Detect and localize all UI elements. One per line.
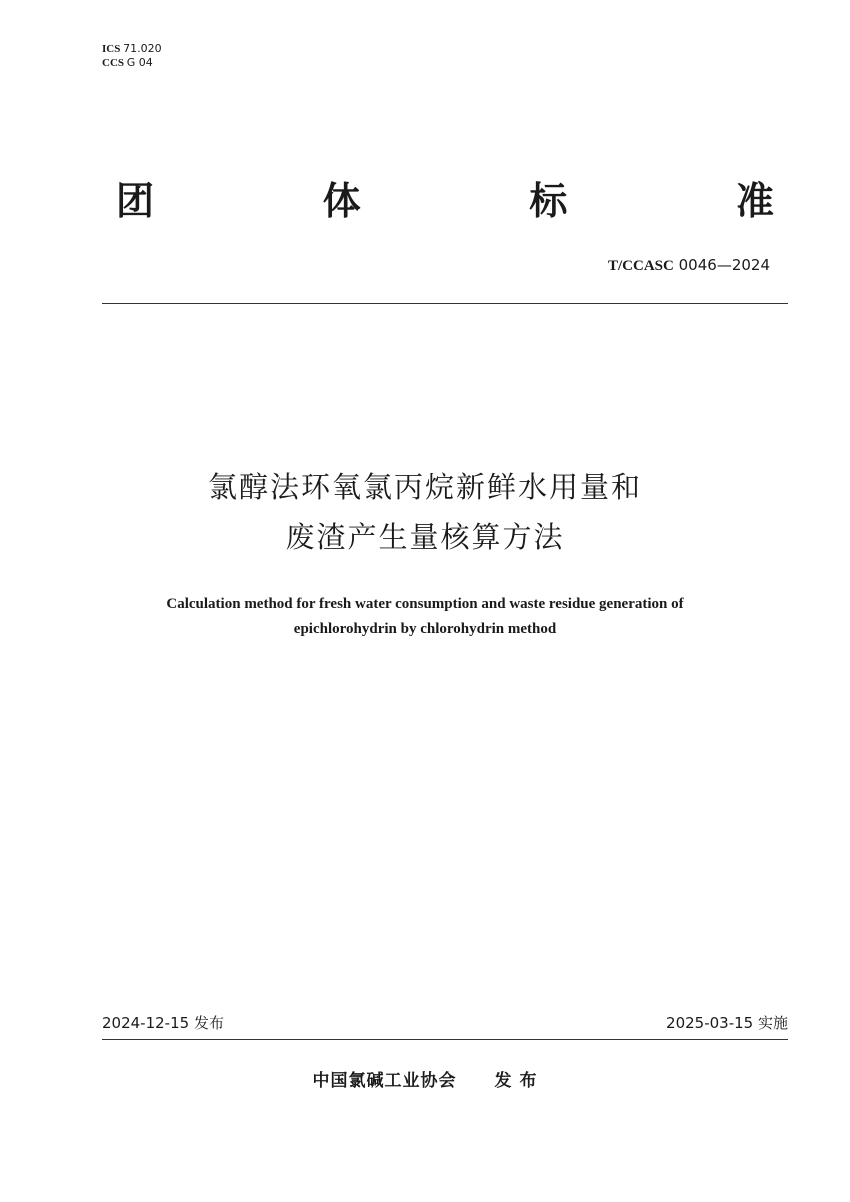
title-en-line-1: Calculation method for fresh water consumption and waste residue generation of <box>166 596 684 612</box>
title-en-line-2: epichlorohydrin by chlorohydrin method <box>293 621 557 637</box>
ccs-label: CCS <box>102 57 125 69</box>
title-cn-line-2: 废渣产生量核算方法 <box>285 520 565 554</box>
title-chinese <box>0 462 850 562</box>
title-english <box>60 592 790 642</box>
ccs-code-line <box>102 56 162 70</box>
standard-number-prefix: T/CCASC <box>608 258 674 274</box>
standard-type-char: 标 <box>529 178 568 223</box>
ics-label: ICS <box>102 43 121 55</box>
standard-number-value: 0046—2024 <box>678 256 770 274</box>
standard-type-char: 准 <box>735 178 774 223</box>
implement-date: 2025-03-15 实施 <box>666 1014 788 1032</box>
publisher-action: 发 布 <box>494 1071 538 1091</box>
standard-type-char: 体 <box>322 178 361 223</box>
publish-date: 2024-12-15 发布 <box>102 1014 224 1032</box>
standard-type-char: 团 <box>116 178 155 223</box>
footer-divider <box>102 1039 788 1040</box>
ics-code: 71.020 <box>123 42 162 55</box>
publisher-name: 中国氯碱工业协会 <box>312 1071 457 1091</box>
publisher <box>0 1066 850 1091</box>
ccs-code: G 04 <box>126 56 153 69</box>
ics-code-line <box>102 42 162 56</box>
standard-type-heading <box>102 172 788 222</box>
classification-codes <box>102 42 162 70</box>
standard-number <box>608 256 770 275</box>
title-cn-line-1: 氯醇法环氧氯丙烷新鲜水用量和 <box>207 470 642 504</box>
header-divider <box>102 303 788 304</box>
